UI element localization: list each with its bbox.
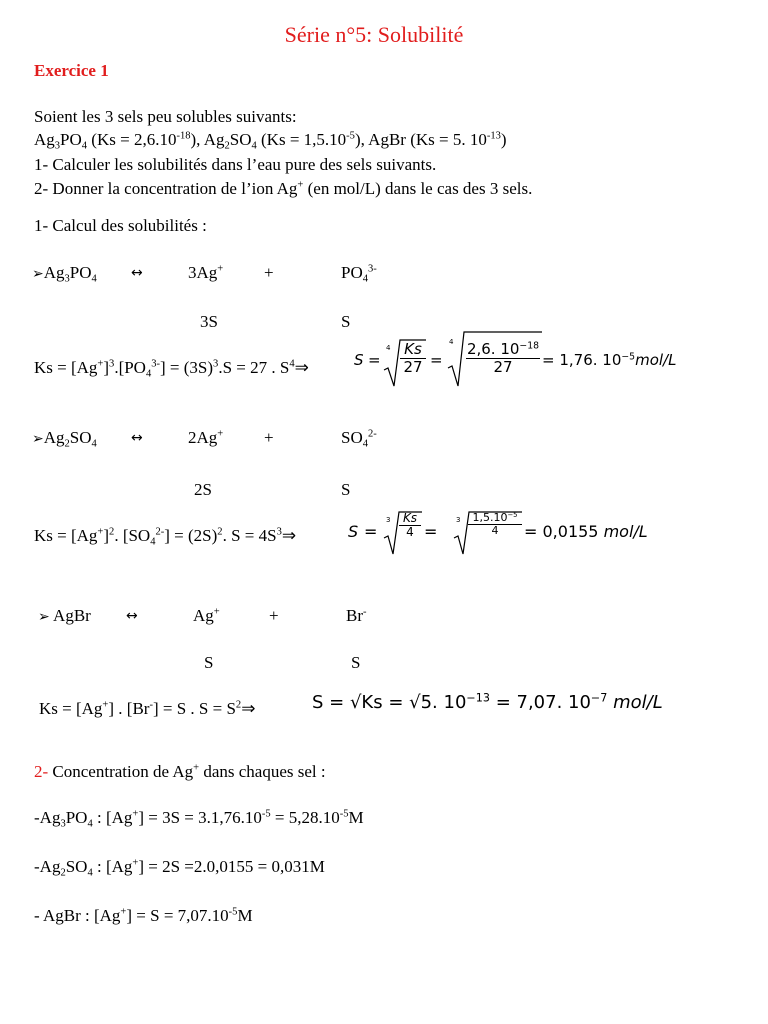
bullet-arrow-icon: ➢	[32, 266, 44, 282]
reaction-2-reactant: $➢Ag_2SO_4$	[32, 428, 97, 450]
answer-ag2so4: $-Ag_2SO_4$ : [Ag+] = 2S =2.0,0155 = 0,031M	[34, 857, 325, 879]
reaction-1-solubility-1: 3S	[200, 312, 218, 331]
reaction-1-product-2-text: PO	[341, 263, 363, 282]
answer-ag3po4: $-Ag_3PO_4$ : $[Ag^+] = 3S = 3.1,76.10^{-5} = 5,28.10^{-5}M$	[34, 808, 364, 830]
answer-1-label: : [Ag	[92, 808, 133, 827]
reaction-1-solubility-2: S	[341, 312, 351, 331]
answer-1-unit: M	[348, 808, 364, 827]
answer-1-exp-2: -5	[339, 808, 349, 820]
reaction-2-product-2: $SO_4^{2-}$	[341, 428, 377, 450]
equilibrium-arrow: ↔	[126, 608, 138, 624]
answer-2-label: : [Ag	[92, 857, 133, 876]
formula-3-result: = 7,07. 10	[495, 692, 591, 713]
formula-1-result-exp: −5	[621, 351, 636, 363]
reaction-2-product-2-text: SO	[341, 428, 363, 447]
section-2-text-end: dans chaques sel :	[199, 762, 326, 781]
intro-line: Soient les 3 sels peu solubles suivants:	[34, 107, 297, 126]
formula-2-num-exp: −5	[507, 510, 518, 519]
ks1-text: (Ks = 2,6.10	[87, 130, 177, 149]
answer-1-result: = 5,28.10	[270, 808, 340, 827]
formula-1-num-exp: −18	[519, 340, 540, 352]
question-2-b: (en mol/L) dans le cas des 3 sels.	[303, 179, 533, 198]
formula-1-den: 27	[493, 357, 513, 376]
ks2-exp: -5	[346, 130, 355, 142]
equilibrium-arrow: ↔	[131, 265, 143, 281]
formula-2-num: 1,5.10	[472, 511, 508, 524]
reaction-3-plus: +	[269, 606, 279, 625]
reaction-2-product-1: 2Ag+	[188, 428, 224, 447]
reaction-1-ks-equation: $Ks = [Ag^+]^3.[PO_4^{3-}] = (3S)^3.S = 27$ . $S^4\Rightarrow$	[34, 358, 309, 380]
svg-text:4: 4	[386, 344, 391, 352]
answer-3-calc: ] = S = 7,07.10	[126, 906, 229, 925]
formula-1-result: = 1,76. 10	[542, 351, 622, 369]
svg-text:3: 3	[386, 516, 391, 524]
answer-2-calc: ] = 2S =2.0,0155 = 0,031M	[138, 857, 325, 876]
formula-3-exp: −13	[466, 691, 490, 705]
reaction-3-solubility-1: S	[204, 653, 214, 672]
question-2	[34, 179, 532, 199]
exercise-title: Exercice 1	[34, 61, 109, 80]
ks3-text: , AgBr (Ks = 5. 10	[360, 130, 487, 149]
reaction-1-reactant: $➢Ag_3PO_4$	[32, 263, 97, 285]
formula-3-text: S = √Ks = √5. 10	[312, 692, 467, 713]
reaction-2-solubility-2: S	[341, 480, 351, 499]
answer-3-label: - AgBr : [Ag	[34, 906, 121, 925]
answer-3-exp: -5	[228, 906, 238, 918]
answer-3-unit: M	[237, 906, 253, 925]
section-2-sup: +	[193, 762, 200, 774]
formula-2-den: 4	[491, 524, 499, 538]
reaction-1-product-2: $PO_4^{3-}$	[341, 263, 377, 285]
formula-2-unit: mol/L	[603, 522, 648, 541]
reaction-1-product-1: 3Ag+	[188, 263, 224, 282]
section-2-number: 2-	[34, 762, 49, 781]
reaction-3-product-2-text: Br	[346, 606, 363, 625]
answer-1-exp-1: -5	[261, 808, 271, 820]
question-1: 1- Calculer les solubilités dans l’eau pure des sels suivants.	[34, 155, 437, 174]
reaction-3-reactant-text: AgBr	[53, 606, 91, 625]
equilibrium-arrow: ↔	[131, 430, 143, 446]
svg-text:3: 3	[456, 516, 461, 524]
reaction-2-plus: +	[264, 428, 274, 447]
ks2-text: (Ks = 1,5.10	[256, 130, 347, 149]
section-1-title: 1- Calcul des solubilités :	[34, 216, 207, 235]
reaction-2-product-1-text: 2Ag	[188, 428, 218, 447]
reaction-2-solubility-1: 2S	[194, 480, 212, 499]
question-2-a: 2- Donner la concentration de l’ion Ag	[34, 179, 298, 198]
formula-3-unit: mol/L	[613, 692, 663, 713]
reaction-3-product-2: Br-	[346, 606, 367, 625]
salts-line: $Ag_3PO_4$ $(Ks = 2,6.10^{-18})$, $Ag_2SO_4$ $(Ks = 1,5.10^{-5})$, AgBr (Ks = 5. $10^{-13}$)	[34, 130, 507, 152]
formula-1-num: 2,6. 10	[466, 340, 520, 358]
formula-1-unit: mol/L	[635, 351, 677, 369]
section-2-title	[34, 762, 326, 782]
formula-2-result: = 0,0155	[524, 522, 599, 541]
bullet-arrow-icon: ➢	[32, 431, 44, 447]
question-2-sup: +	[297, 179, 304, 191]
bullet-arrow-icon: ➢	[38, 609, 50, 625]
reaction-3-solubility-2: S	[351, 653, 361, 672]
reaction-2-ks-equation: $Ks = [Ag^+]^2$. $[SO_4^{2-}] = (2S)^2$. $S = 4S^3\Rightarrow$	[34, 526, 297, 548]
answer-1-calc: ] = 3S = 3.1,76.10	[138, 808, 262, 827]
ks1-exp: -18	[176, 130, 191, 142]
svg-text:4: 4	[449, 338, 454, 346]
ks3-exp: -13	[486, 130, 501, 142]
reaction-1-plus: +	[264, 263, 274, 282]
reaction-3-reactant	[38, 606, 91, 626]
page-title: Série n°5: Solubilité	[284, 22, 464, 47]
answer-agbr: - AgBr : $[Ag^+] = S = 7,07.10^{-5}M$	[34, 906, 253, 925]
reaction-3-ks-equation: Ks = [Ag+] . [Br-] = S . $S = S^2\Rightarrow$	[39, 699, 256, 718]
reaction-3-product-1: Ag+	[193, 606, 220, 625]
formula-3	[312, 693, 663, 714]
reaction-1-product-1-text: 3Ag	[188, 263, 218, 282]
reaction-3-product-1-text: Ag	[193, 606, 214, 625]
section-2-text: Concentration de Ag	[48, 762, 194, 781]
formula-3-result-exp: −7	[590, 691, 608, 705]
